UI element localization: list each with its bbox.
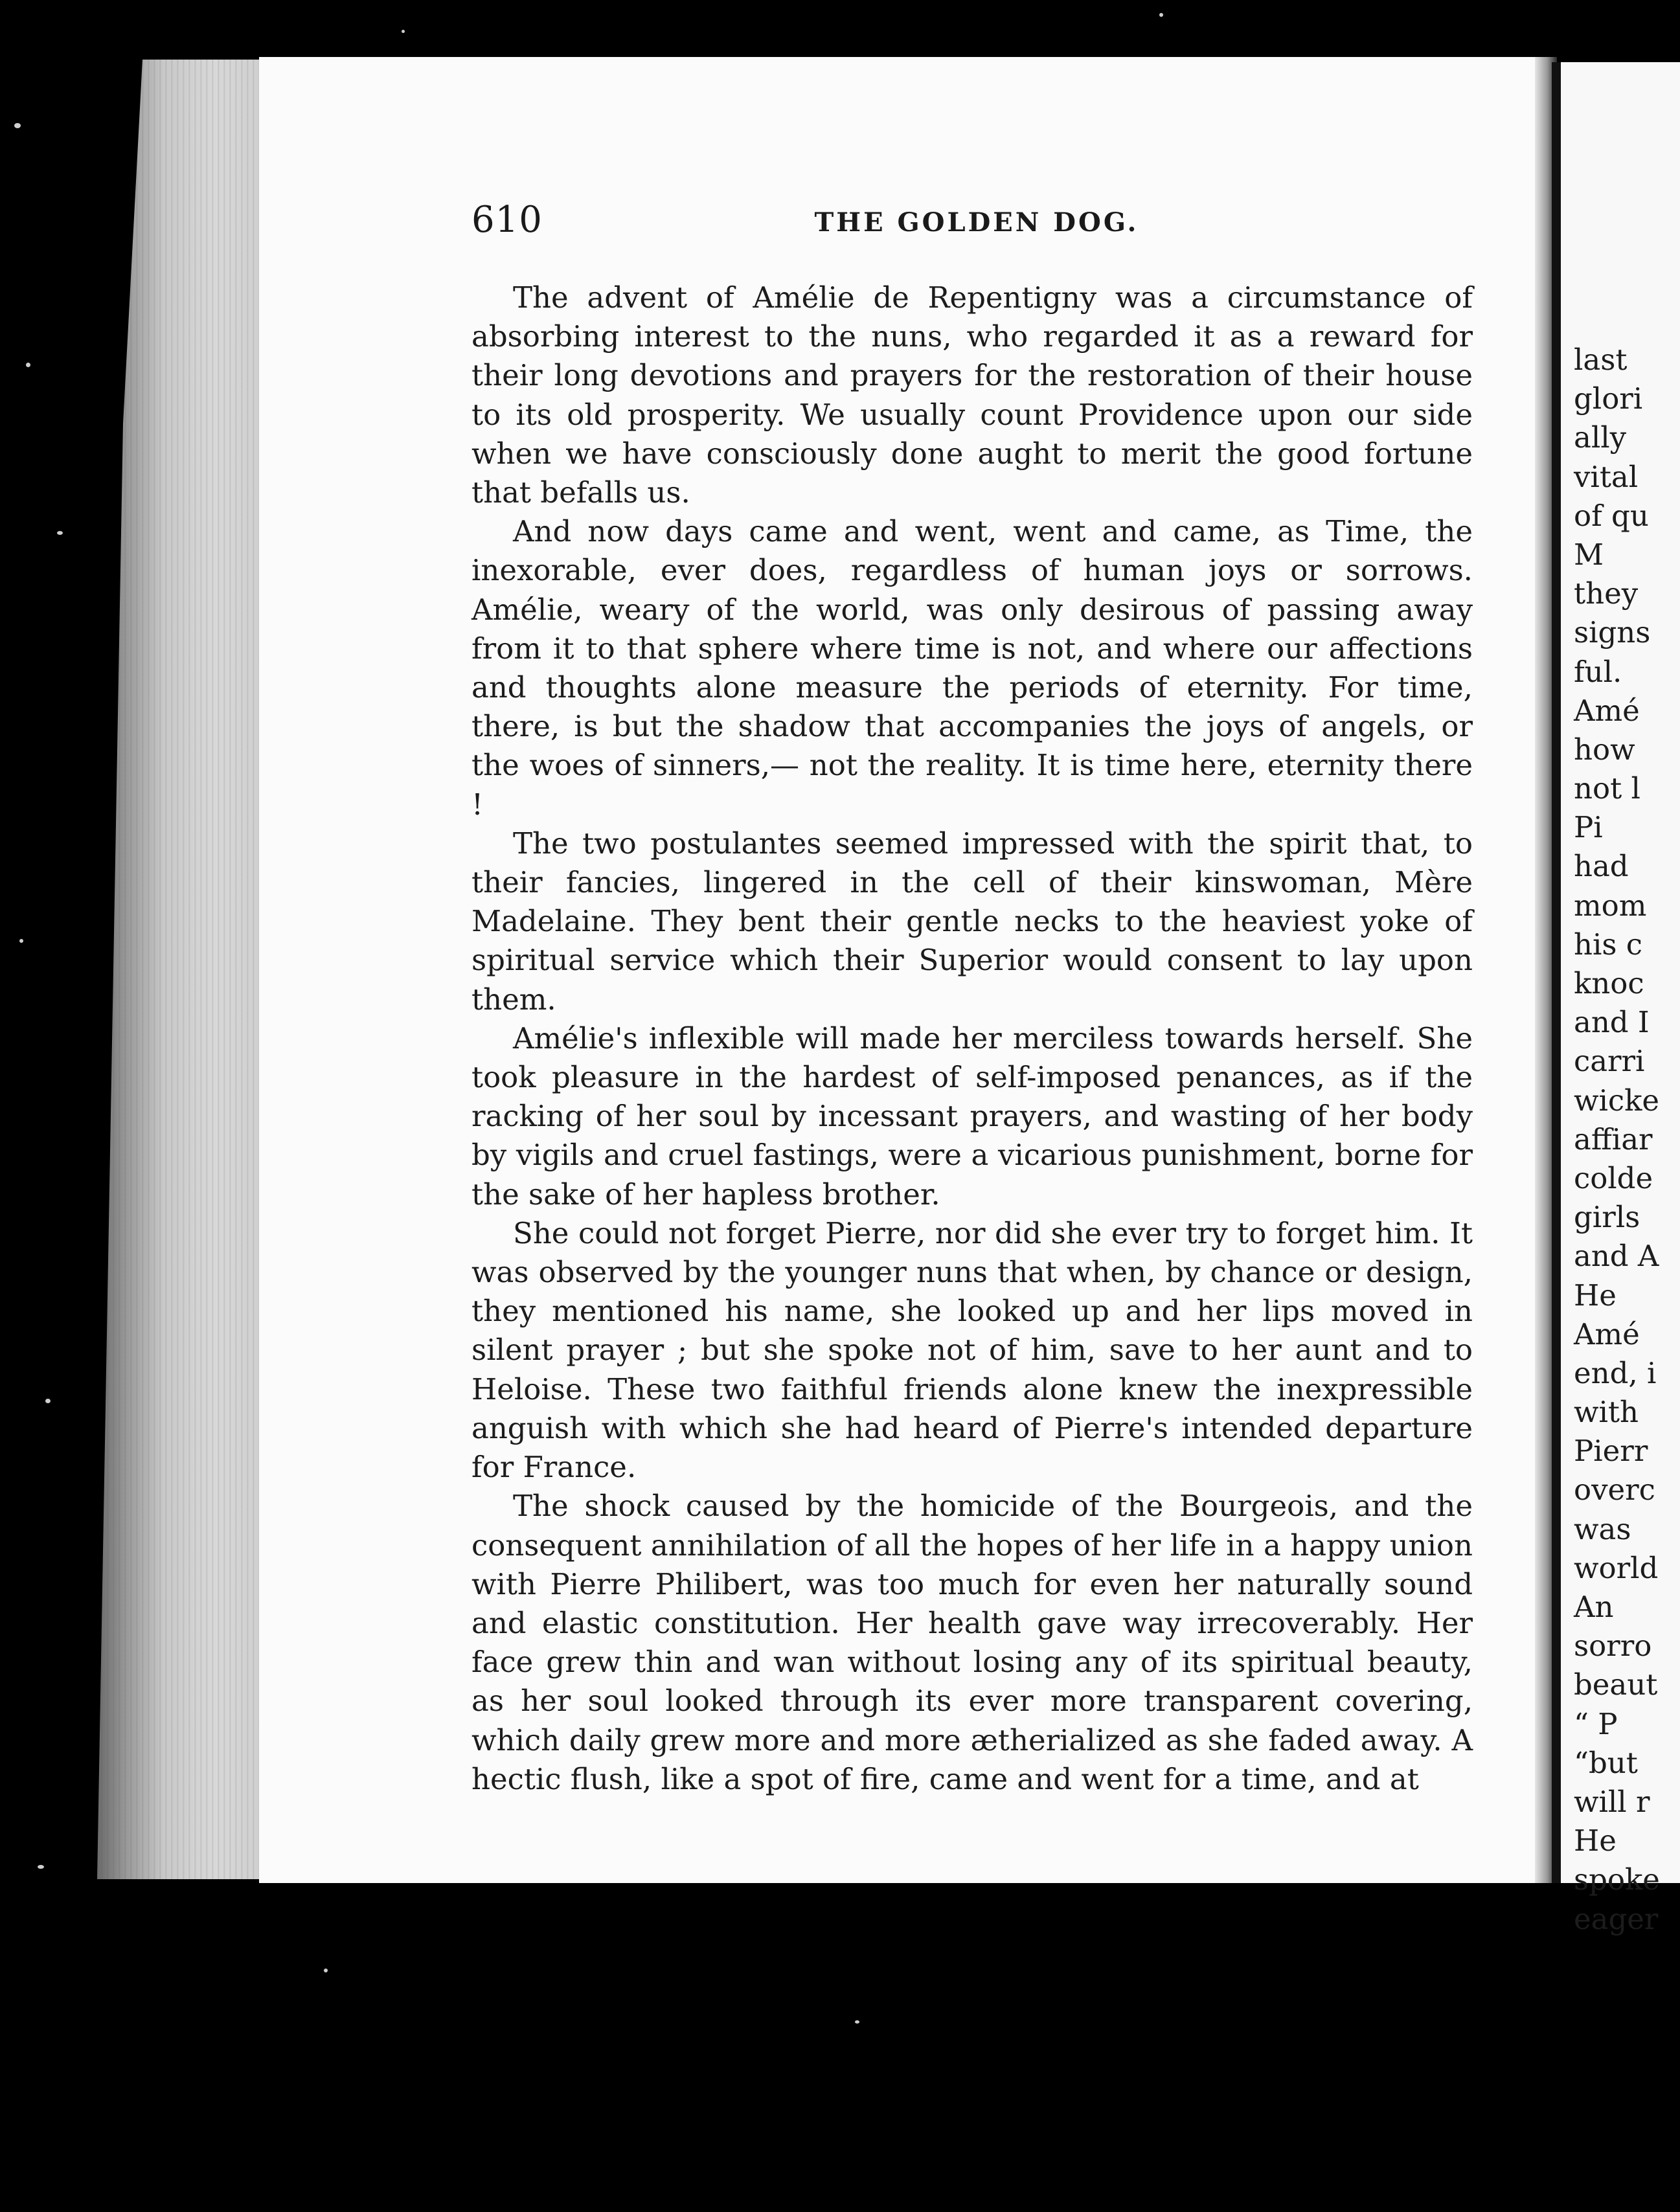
dust-speck [19,939,23,943]
facing-page-line: world [1574,1550,1659,1585]
facing-page-line: Amé [1574,1316,1640,1351]
paragraph: The advent of Amélie de Repentigny was a circumstance of absorbing interest to the nuns, who regarded it as a reward for their long devotions and prayers for the restoration of their house to its old prosperity. We usually count Providence upon our side when we have consciously done aught to merit the good fortune that befalls us. [471,280,1473,510]
page-number: 610 [471,199,543,241]
paragraph: The two postulantes seemed impressed with the spirit that, to their fancies, lingered in the cell of their kinswoman, Mère Madelaine. They bent their gentle necks to the heaviest yoke of spiritual service which their Superior would consent to lay upon them. [471,826,1473,1017]
facing-page-line: Pi [1574,810,1603,845]
dust-speck [1159,13,1163,17]
facing-page-line: knoc [1574,966,1644,1000]
facing-page-line: will r [1574,1784,1650,1819]
facing-page-line: was [1574,1511,1631,1546]
facing-page-line: glori [1574,381,1643,416]
facing-page-line: of qu [1574,498,1649,533]
facing-page-line: ful. [1574,654,1622,689]
facing-page-line: mom [1574,888,1647,923]
facing-page-line: M [1574,537,1604,572]
facing-page-line: spoke [1574,1862,1660,1897]
dust-speck [855,2020,859,2024]
facing-page-line: overc [1574,1473,1655,1507]
facing-page-line: last [1574,343,1628,377]
dust-speck [26,363,30,367]
facing-page-line: affiar [1574,1122,1653,1157]
facing-page-line: not l [1574,771,1640,806]
facing-page-line: they [1574,576,1639,611]
facing-page-line: eager [1574,1901,1659,1936]
facing-page-line: sorro [1574,1629,1652,1664]
facing-page-line: colde [1574,1160,1653,1195]
facing-page-line: and I [1574,1005,1650,1040]
dust-speck [57,531,63,535]
running-title: THE GOLDEN DOG. [814,207,1139,238]
facing-page-line: end, i [1574,1355,1657,1390]
page-edge-stack [97,60,266,1879]
paragraph: She could not forget Pierre, nor did she ever try to forget him. It was observed by the younger nuns that when, by chance or design, they mentioned his name, she looked up and her lips moved in silent prayer ; but she spoke not of him, save to her aunt and to Heloise. These two faithful friends alone knew the inexpressible anguish with which she had heard of Pierre's intended departure for France. [471,1215,1473,1485]
facing-page-text [1561,341,1680,1939]
paragraph: Amélie's inflexible will made her merciless towards herself. She took pleasure in the hardest of self-imposed penances, as if the racking of her soul by incessant prayers, and wasting of her body by vigils and cruel fastings, were a vicarious punishment, borne for the sake of her hapless brother. [471,1021,1473,1212]
facing-page-line: signs [1574,615,1651,650]
facing-page-line: wicke [1574,1083,1660,1118]
facing-page-line: He [1574,1278,1617,1313]
dust-speck [45,1399,51,1403]
facing-page-line: An [1574,1590,1614,1624]
facing-page-line: “but [1574,1745,1638,1780]
facing-page-line: “ P [1574,1706,1618,1741]
body-text [471,278,1473,1799]
paragraph: And now days came and went, went and came, as Time, the inexorable, ever does, regardless of human joys or sorrows. Amélie, weary of the world, was only desirous of passing away from it to that sphere where time is not, and where our affections and thoughts alone measure the periods of eternity. For time, there, is but the shadow that accompanies the joys of angels, or the woes of sinners,— not the reality. It is time here, eternity there ! [471,514,1473,822]
facing-page [1552,62,1680,1936]
facing-page-line: girls [1574,1200,1640,1235]
dust-speck [14,123,21,128]
facing-page-line: beaut [1574,1667,1658,1702]
facing-page-line: carri [1574,1044,1645,1079]
facing-page-line: had [1574,849,1629,884]
facing-page-line: and A [1574,1239,1659,1274]
facing-page-line: vital [1574,459,1639,494]
running-head [471,194,1482,246]
facing-page-line: his c [1574,927,1642,962]
facing-page-line: how [1574,732,1635,767]
page-edge-texture [97,60,266,1879]
facing-page-line: Amé [1574,693,1640,728]
facing-page-line: Pierr [1574,1434,1648,1469]
dust-speck [402,30,405,33]
facing-page-line: ally [1574,420,1627,455]
dust-speck [324,1969,328,1972]
dust-speck [38,1865,44,1869]
facing-page-line: with [1574,1395,1639,1430]
facing-page-line: He [1574,1823,1617,1858]
paragraph: The shock caused by the homicide of the Bourgeois, and the consequent annihilation of all the hopes of her life in a happy union with Pierre Philibert, was too much for even her naturally sound and elastic constitution. Her health gave way irrecoverably. Her face grew thin and wan without losing any of its spiritual beauty, as her soul looked through its ever more transparent covering, which daily grew more and more ætherialized as she faded away. A hectic flush, like a spot of fire, came and went for a time, and at [471,1489,1473,1796]
